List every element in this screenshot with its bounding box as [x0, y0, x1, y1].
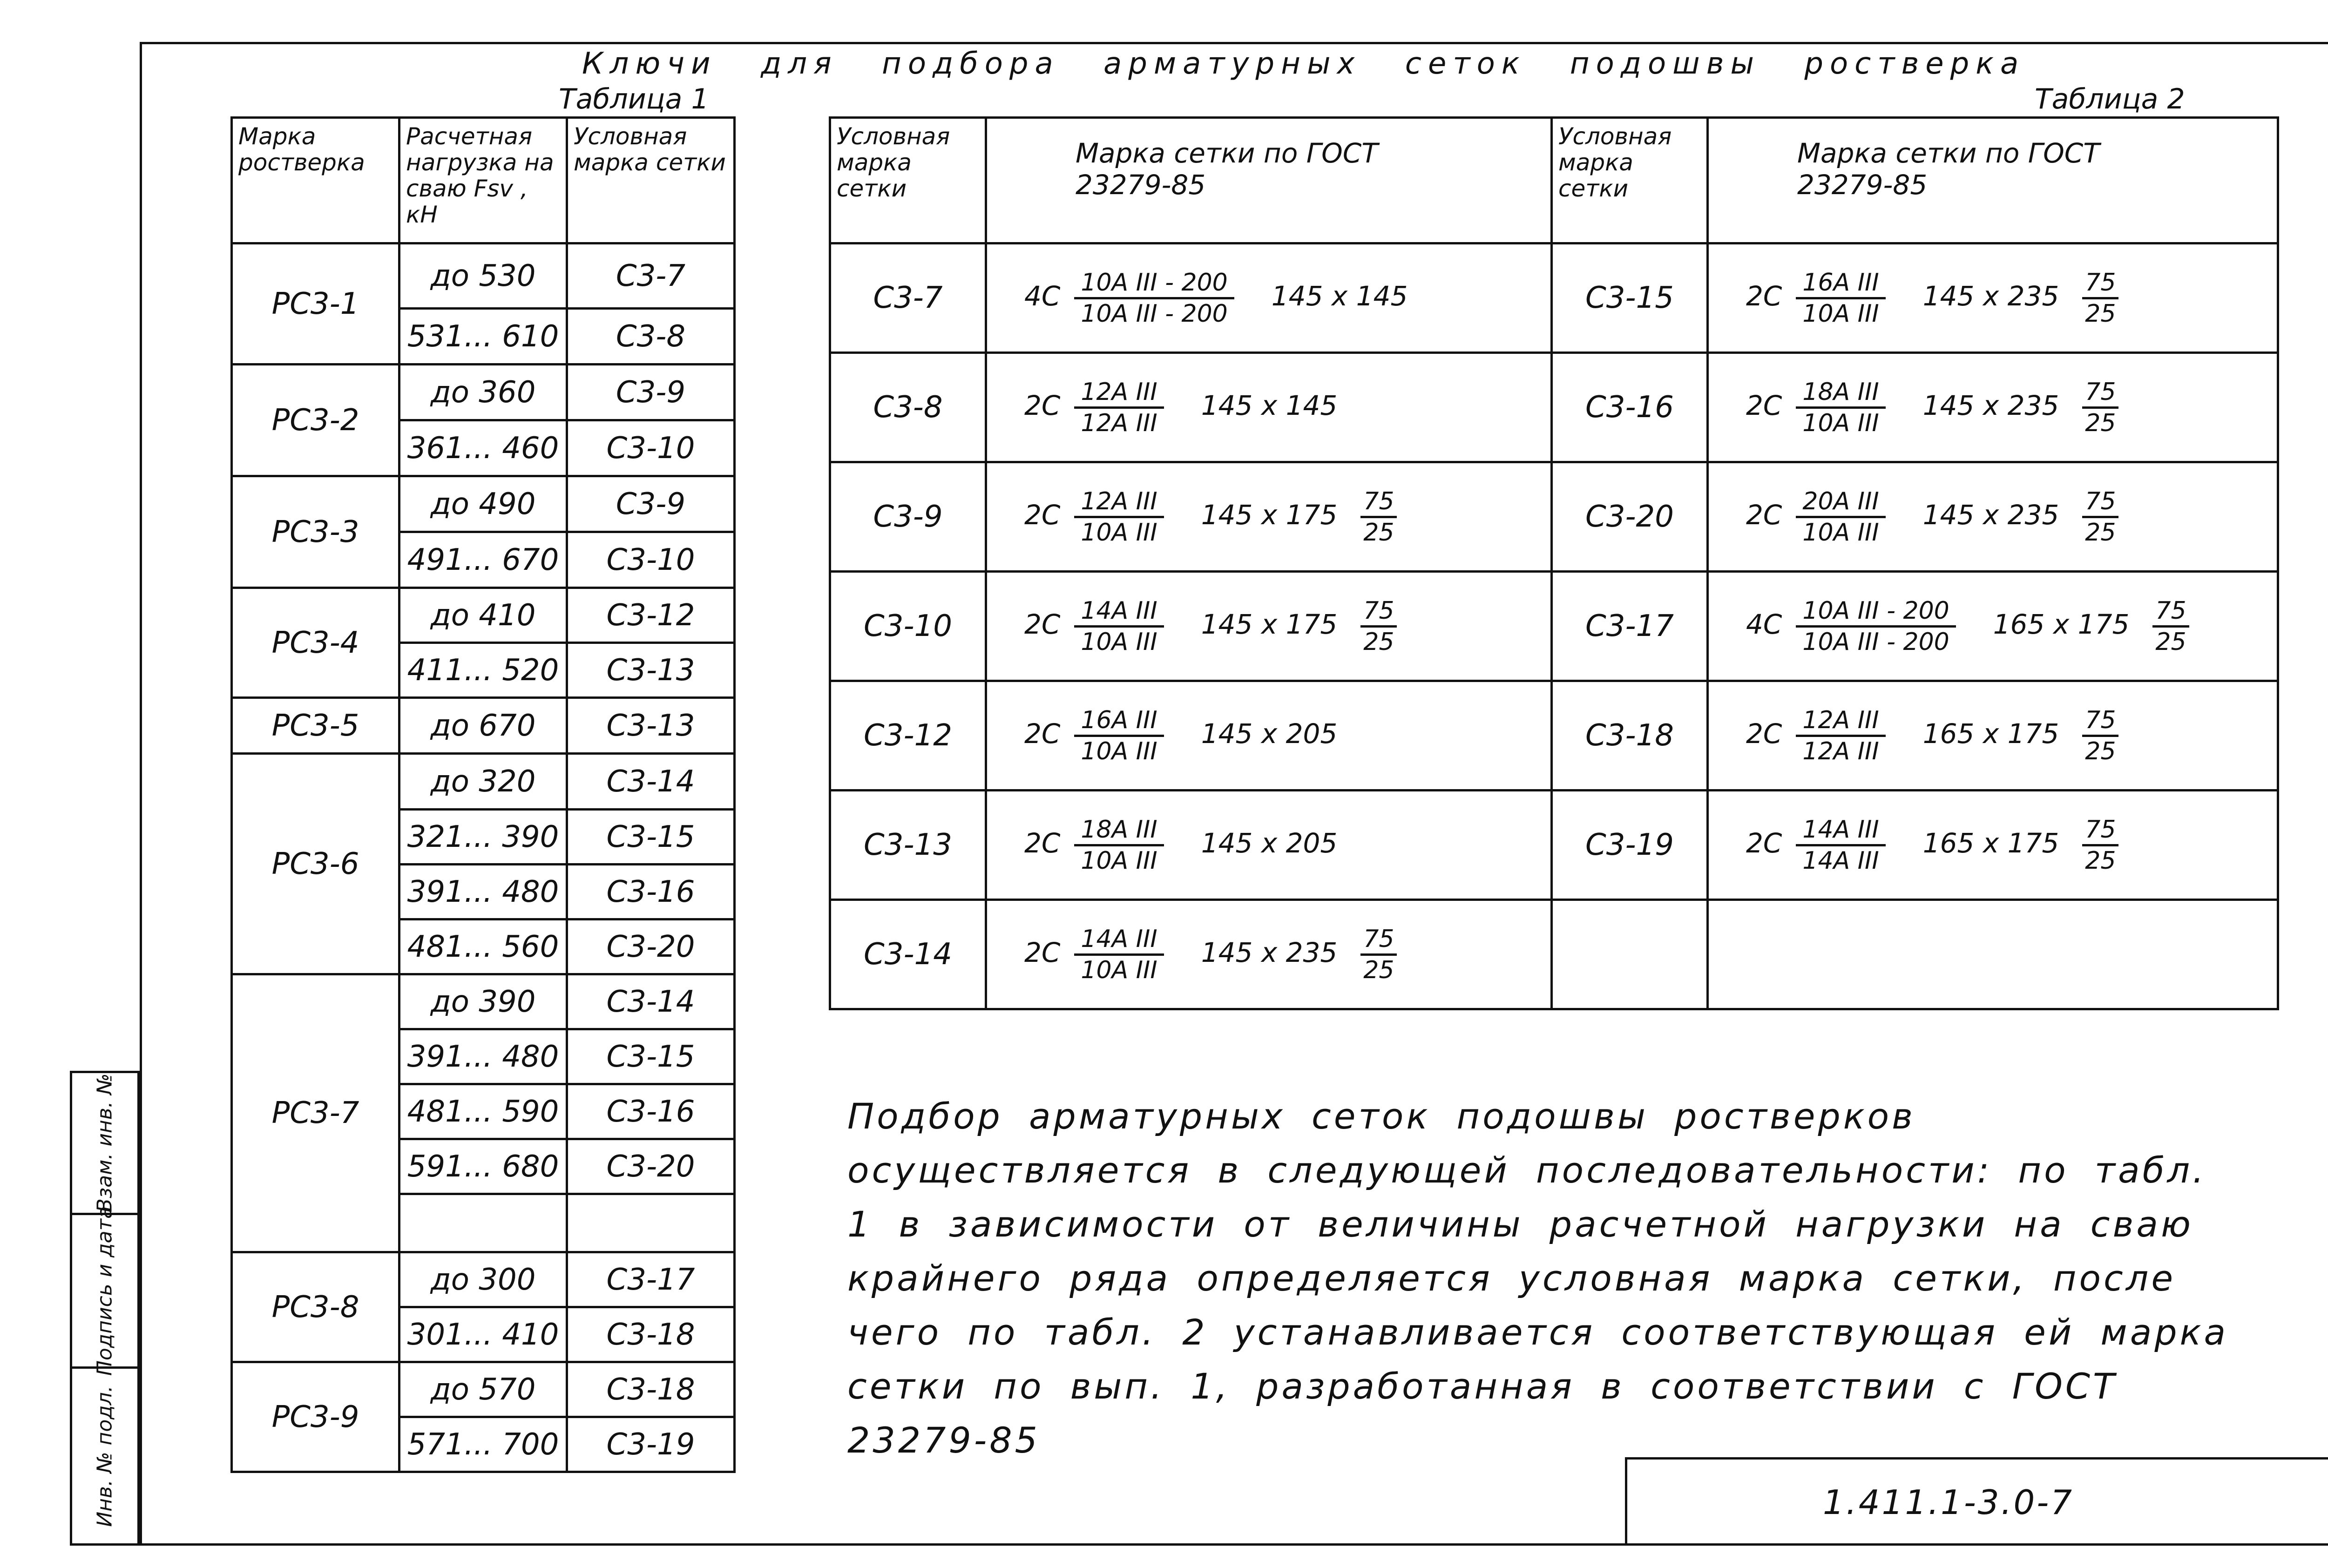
rebar-bottom: 10A III — [1081, 628, 1157, 656]
table1-row — [232, 754, 735, 810]
table1-row — [232, 365, 735, 420]
table1-header-mark: Марка ростверка — [232, 118, 399, 243]
pile-load: 411... 520 — [399, 643, 567, 698]
overhang-bottom: 25 — [2085, 409, 2116, 437]
mesh-size: 145 x 145 — [1271, 280, 1408, 312]
pile-load: 591... 680 — [399, 1139, 567, 1194]
foundation-mark: РС3-8 — [232, 1252, 399, 1362]
overhang-fraction — [2082, 268, 2118, 328]
pile-load: до 530 — [399, 243, 567, 309]
overhang-fraction — [1360, 596, 1397, 656]
mesh-spec — [1708, 900, 2278, 1009]
foundation-mark: РС3-9 — [232, 1362, 399, 1472]
mesh-mark: С3-9 — [567, 476, 735, 532]
mesh-size: 145 x 205 — [1201, 718, 1338, 750]
mesh-mark: С3-7 — [567, 243, 735, 309]
foundation-mark: РС3-2 — [232, 365, 399, 476]
overhang-bottom: 25 — [2085, 518, 2116, 547]
pile-load: 361... 460 — [399, 420, 567, 476]
pile-load: до 320 — [399, 754, 567, 810]
table1-row — [232, 243, 735, 309]
mesh-spec — [1708, 243, 2278, 353]
table1-row — [232, 974, 735, 1029]
rebar-bottom: 10A III — [1802, 409, 1879, 437]
mesh-mark: С3-19 — [567, 1417, 735, 1472]
mesh-size: 145 x 205 — [1201, 827, 1338, 859]
mesh-mark: С3-9 — [567, 365, 735, 420]
overhang-top: 75 — [2082, 706, 2118, 737]
rebar-top: 12A III — [1074, 487, 1164, 518]
rebar-fraction — [1074, 815, 1164, 875]
mesh-mark-left: С3-8 — [830, 353, 986, 462]
mesh-quantity: 2С — [1024, 937, 1061, 969]
mesh-mark: С3-20 — [567, 919, 735, 974]
overhang-bottom: 25 — [1363, 518, 1394, 547]
foundation-mark: РС3-3 — [232, 476, 399, 588]
mesh-spec — [986, 353, 1552, 462]
pile-load: 301... 410 — [399, 1307, 567, 1362]
mesh-size: 145 x 235 — [1922, 280, 2059, 312]
rebar-fraction — [1796, 378, 1885, 438]
rebar-bottom: 10A III — [1081, 956, 1157, 984]
overhang-bottom: 25 — [2085, 299, 2116, 328]
overhang-top: 75 — [2082, 487, 2118, 518]
table2-row — [830, 681, 2278, 791]
mesh-mark: С3-18 — [567, 1307, 735, 1362]
mesh-mark: С3-8 — [567, 309, 735, 365]
table2-header-spec-left: Марка сетки по ГОСТ 23279-85 — [986, 118, 1552, 243]
mesh-mark: С3-14 — [567, 974, 735, 1029]
mesh-mark: С3-10 — [567, 420, 735, 476]
mesh-mark: С3-16 — [567, 865, 735, 919]
mesh-spec — [1708, 353, 2278, 462]
overhang-top: 75 — [1360, 596, 1397, 628]
mesh-spec — [986, 791, 1552, 900]
overhang-top: 75 — [2082, 378, 2118, 409]
pile-load: 321... 390 — [399, 810, 567, 865]
side-cell-signature — [70, 1206, 140, 1376]
mesh-mark: С3-20 — [567, 1139, 735, 1194]
table2-row — [830, 353, 2278, 462]
mesh-mark-right: С3-20 — [1552, 462, 1708, 572]
overhang-fraction — [2082, 815, 2118, 875]
rebar-fraction — [1074, 268, 1234, 328]
rebar-fraction — [1796, 815, 1885, 875]
pile-load: до 360 — [399, 365, 567, 420]
pile-load: до 390 — [399, 974, 567, 1029]
side-stamp — [70, 1071, 140, 1546]
overhang-fraction — [2082, 487, 2118, 547]
mesh-mark-left: С3-12 — [830, 681, 986, 791]
mesh-size: 145 x 145 — [1201, 390, 1338, 422]
mesh-size: 145 x 235 — [1922, 499, 2059, 531]
rebar-top: 10A III - 200 — [1074, 268, 1234, 299]
foundation-mark: РС3-6 — [232, 754, 399, 974]
mesh-quantity: 2С — [1746, 718, 1782, 750]
overhang-bottom: 25 — [2085, 846, 2116, 875]
mesh-mark: С3-15 — [567, 810, 735, 865]
table1-row — [232, 1362, 735, 1417]
overhang-bottom: 25 — [2085, 737, 2116, 765]
mesh-spec — [1708, 681, 2278, 791]
document-code: 1.411.1-3.0-7 — [1823, 1483, 2074, 1522]
mesh-mark-right — [1552, 900, 1708, 1009]
mesh-spec — [986, 900, 1552, 1009]
overhang-fraction — [2152, 596, 2189, 656]
table1-row — [232, 588, 735, 643]
rebar-fraction — [1796, 706, 1885, 766]
side-cell-inventory — [70, 1369, 140, 1546]
pile-load: 391... 480 — [399, 865, 567, 919]
rebar-fraction — [1796, 487, 1885, 547]
table2-row — [830, 900, 2278, 1009]
mesh-quantity: 2С — [1746, 827, 1782, 859]
mesh-spec — [986, 462, 1552, 572]
mesh-mark — [567, 1194, 735, 1252]
overhang-top: 75 — [1360, 925, 1397, 956]
rebar-bottom: 10A III — [1081, 846, 1157, 875]
mesh-spec — [986, 243, 1552, 353]
side-label-inventory: Инв. № подл. — [93, 1385, 117, 1527]
rebar-top: 14A III — [1796, 815, 1885, 846]
mesh-quantity: 2С — [1746, 280, 1782, 312]
selection-note: Подбор арматурных сеток подошвы ростверков осуществляется в следующей последовательности: по табл. 1 в зависимости от величины расчетной нагрузки на сваю крайнего ряда определяется условная марка сетки, после чего по табл. 2 устанавливается соответствующая ей марка сетки по вып. 1, разработанная в соответствии с ГОСТ 23279-85 — [847, 1095, 2229, 1461]
mesh-spec — [1708, 462, 2278, 572]
mesh-quantity: 4С — [1746, 608, 1782, 641]
rebar-bottom: 14A III — [1802, 846, 1879, 875]
rebar-top: 12A III — [1074, 378, 1164, 409]
overhang-top: 75 — [1360, 487, 1397, 518]
table1-header-mesh: Условная марка сетки — [567, 118, 735, 243]
foundation-mark: РС3-7 — [232, 974, 399, 1252]
foundation-mark: РС3-5 — [232, 698, 399, 754]
mesh-quantity: 2С — [1024, 499, 1061, 531]
mesh-quantity: 2С — [1024, 608, 1061, 641]
mesh-mark-right: С3-16 — [1552, 353, 1708, 462]
rebar-fraction — [1796, 268, 1885, 328]
table1-caption: Таблица 1 — [559, 83, 709, 115]
mesh-mark: С3-14 — [567, 754, 735, 810]
overhang-bottom: 25 — [1363, 956, 1394, 984]
pile-load: до 410 — [399, 588, 567, 643]
rebar-fraction — [1074, 596, 1164, 656]
rebar-bottom: 10A III — [1802, 299, 1879, 328]
mesh-mark: С3-13 — [567, 698, 735, 754]
table1 — [230, 116, 736, 1473]
pile-load: 481... 590 — [399, 1084, 567, 1139]
rebar-top: 18A III — [1796, 378, 1885, 409]
overhang-fraction — [1360, 925, 1397, 985]
rebar-top: 14A III — [1074, 596, 1164, 628]
mesh-spec — [986, 681, 1552, 791]
overhang-fraction — [1360, 487, 1397, 547]
mesh-size: 165 x 175 — [1922, 827, 2059, 859]
pile-load: 531... 610 — [399, 309, 567, 365]
overhang-bottom: 25 — [2155, 628, 2186, 656]
rebar-bottom: 10A III — [1081, 737, 1157, 765]
mesh-mark: С3-12 — [567, 588, 735, 643]
pile-load: до 300 — [399, 1252, 567, 1307]
table1-row — [232, 476, 735, 532]
table2-header-mark-right: Условная марка сетки — [1552, 118, 1708, 243]
pile-load: 481... 560 — [399, 919, 567, 974]
mesh-mark: С3-13 — [567, 643, 735, 698]
table2-header-mark-left: Условная марка сетки — [830, 118, 986, 243]
side-label-replace: Взам. инв. № — [93, 1073, 117, 1213]
rebar-top: 16A III — [1796, 268, 1885, 299]
pile-load: до 490 — [399, 476, 567, 532]
mesh-size: 165 x 175 — [1922, 718, 2059, 750]
mesh-mark-left: С3-14 — [830, 900, 986, 1009]
rebar-fraction — [1074, 925, 1164, 985]
mesh-size: 145 x 175 — [1201, 499, 1338, 531]
pile-load: 571... 700 — [399, 1417, 567, 1472]
rebar-bottom: 10A III — [1081, 518, 1157, 547]
rebar-bottom: 12A III — [1802, 737, 1879, 765]
mesh-mark: С3-18 — [567, 1362, 735, 1417]
table1-row — [232, 698, 735, 754]
rebar-top: 12A III — [1796, 706, 1885, 737]
mesh-quantity: 2С — [1746, 499, 1782, 531]
rebar-top: 20A III — [1796, 487, 1885, 518]
rebar-top: 16A III — [1074, 706, 1164, 737]
pile-load: 391... 480 — [399, 1029, 567, 1084]
mesh-mark: С3-16 — [567, 1084, 735, 1139]
rebar-top: 18A III — [1074, 815, 1164, 846]
table2-caption: Таблица 2 — [2035, 83, 2185, 115]
mesh-mark: С3-10 — [567, 532, 735, 588]
mesh-quantity: 4С — [1024, 280, 1061, 312]
foundation-mark: РС3-4 — [232, 588, 399, 698]
rebar-bottom: 10A III - 200 — [1802, 628, 1949, 656]
side-cell-replace — [70, 1071, 140, 1215]
rebar-fraction — [1074, 706, 1164, 766]
table1-header-row — [232, 118, 735, 243]
mesh-quantity: 2С — [1024, 390, 1061, 422]
table2-row — [830, 243, 2278, 353]
rebar-bottom: 10A III - 200 — [1081, 299, 1228, 328]
mesh-quantity: 2С — [1024, 827, 1061, 859]
table2-header-row — [830, 118, 2278, 243]
mesh-size: 145 x 235 — [1201, 937, 1338, 969]
overhang-top: 75 — [2082, 268, 2118, 299]
foundation-mark: РС3-1 — [232, 243, 399, 365]
mesh-mark-left: С3-10 — [830, 572, 986, 681]
mesh-mark-right: С3-19 — [1552, 791, 1708, 900]
mesh-spec — [1708, 572, 2278, 681]
overhang-fraction — [2082, 706, 2118, 766]
mesh-mark-right: С3-18 — [1552, 681, 1708, 791]
side-label-signature: Подпись и дата — [93, 1206, 117, 1376]
table2-row — [830, 462, 2278, 572]
rebar-fraction — [1074, 487, 1164, 547]
page-title: Ключи для подбора арматурных сеток подошвы ростверка — [582, 47, 2025, 81]
mesh-size: 165 x 175 — [1993, 608, 2130, 641]
overhang-bottom: 25 — [1363, 628, 1394, 656]
rebar-fraction — [1796, 596, 1956, 656]
pile-load — [399, 1194, 567, 1252]
table1-header-load: Расчетная нагрузка на сваю Fsv , кН — [399, 118, 567, 243]
mesh-size: 145 x 175 — [1201, 608, 1338, 641]
table2-row — [830, 791, 2278, 900]
rebar-top: 10A III - 200 — [1796, 596, 1956, 628]
mesh-mark: С3-17 — [567, 1252, 735, 1307]
mesh-mark-right: С3-15 — [1552, 243, 1708, 353]
overhang-fraction — [2082, 378, 2118, 438]
pile-load: до 670 — [399, 698, 567, 754]
mesh-spec — [1708, 791, 2278, 900]
mesh-mark-left: С3-9 — [830, 462, 986, 572]
mesh-mark: С3-15 — [567, 1029, 735, 1084]
pile-load: до 570 — [399, 1362, 567, 1417]
overhang-top: 75 — [2082, 815, 2118, 846]
table2-header-spec-right: Марка сетки по ГОСТ 23279-85 — [1708, 118, 2278, 243]
table2-row — [830, 572, 2278, 681]
mesh-quantity: 2С — [1024, 718, 1061, 750]
table1-row — [232, 1252, 735, 1307]
mesh-mark-left: С3-7 — [830, 243, 986, 353]
mesh-spec — [986, 572, 1552, 681]
pile-load: 491... 670 — [399, 532, 567, 588]
table2 — [829, 116, 2279, 1010]
rebar-bottom: 10A III — [1802, 518, 1879, 547]
rebar-top: 14A III — [1074, 925, 1164, 956]
mesh-size: 145 x 235 — [1922, 390, 2059, 422]
rebar-bottom: 12A III — [1081, 409, 1157, 437]
overhang-top: 75 — [2152, 596, 2189, 628]
mesh-mark-left: С3-13 — [830, 791, 986, 900]
title-block — [1625, 1457, 2328, 1546]
rebar-fraction — [1074, 378, 1164, 438]
mesh-quantity: 2С — [1746, 390, 1782, 422]
mesh-mark-right: С3-17 — [1552, 572, 1708, 681]
